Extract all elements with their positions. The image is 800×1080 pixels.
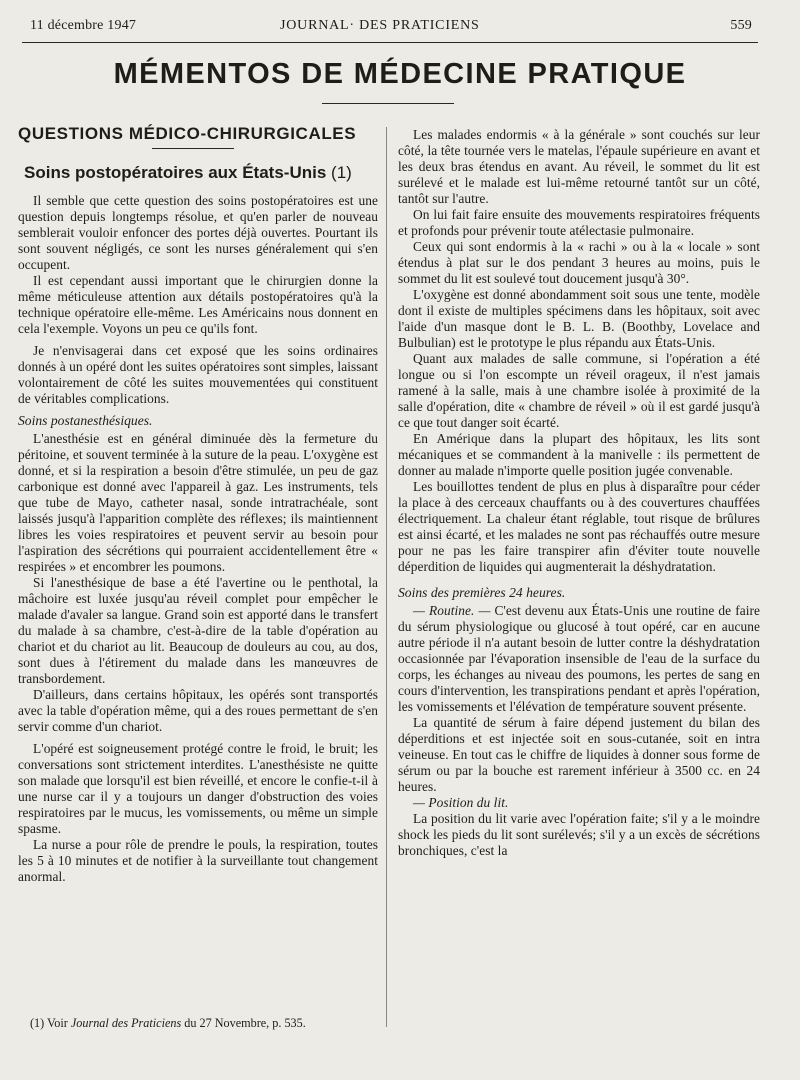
paragraph: La position du lit varie avec l'opération faite; s'il y a le moindre shock les pieds du lit sont surélevés; s'il y a un excès de sécrétions bronchiques, c'est la <box>398 811 760 858</box>
paragraph: Les bouillottes tendent de plus en plus à disparaître pour céder la place à des cerceaux chauffants ou à des couvertures chauffées électriquement. La chaleur étant réglable, tout risque de brûlures est ainsi écarté, et les malades ne sont pas réchauffés outre mesure pour ne pas les faire transpirer afin d'éviter toute nouvelle déperdition de liquides qui augmenterait la déshydratation. <box>398 479 760 574</box>
section-title: QUESTIONS MÉDICO-CHIRURGICALES <box>18 124 357 143</box>
paragraph: Il est cependant aussi important que le chirurgien donne la même méticuleuse attention aux détails postopératoires qu'à la technique opératoire elle-même. Les Américains nous donnent en cela l'exemple. Voyons un peu ce qu'ils font. <box>18 273 378 336</box>
column-divider <box>386 127 387 1027</box>
paragraph: L'oxygène est donné abondamment soit sous une tente, modèle dont il existe de multiples spécimens dans les hôpitaux, soit avec l'aide d'un masque dont le B. L. B. (Boothby, Lovelace and Bulbulian) est le prototype le plus répandu aux États-Unis. <box>398 287 760 350</box>
subheading: Soins postanesthésiques. <box>18 413 153 428</box>
journal-name: JOURNAL· DES PRATICIENS <box>280 18 480 33</box>
paragraph: Les malades endormis « à la générale » sont couchés sur leur côté, la tête tournée vers le matelas, l'épaule supérieure en avant et les deux bras étendus en avant. Au réveil, le sommet du lit est surélevé et le malade est lui-même retourné tantôt sur un côté, tantôt sur l'autre. <box>398 127 760 206</box>
paragraph: L'anesthésie est en général diminuée dès la fermeture du péritoine, et souvent terminée à la suture de la peau. L'oxygène est donné, et si la respiration a besoin d'être stimulée, un peu de gaz carbonique est donné avec l'appareil à gaz. Les instruments, tels que tube de Mayo, catheter nasal, sonde intratrachéale, sont laissés jusqu'à l'apparition complète des réflexes; ils maintiennent libres les voies respiratoires et peuvent servir au besoin pour l'aspiration des sécrétions qui pourraient accidentellement être « respirées » et encombrer les poumons. <box>18 431 378 574</box>
paragraph <box>398 603 760 715</box>
paragraph: On lui fait faire ensuite des mouvements respiratoires fréquents et profonds pour prévenir toute atélectasie pulmonaire. <box>398 207 760 238</box>
paragraph: L'opéré est soigneusement protégé contre le froid, le bruit; les conversations sont strictement interdites. L'anesthésiste ne quitte son malade que lorsqu'il est bien réveillé, et encore le confie-t-il à une nurse car il y a toujours un danger d'obstruction des voies respiratoires par le mucus, les vomissements, ou même un simple spasme. <box>18 741 378 836</box>
footnote <box>30 1016 380 1031</box>
paragraph: La nurse a pour rôle de prendre le pouls, la respiration, toutes les 5 à 10 minutes et de notifier à la surveillante tout changement anormal. <box>18 837 378 884</box>
position-label: — Position du lit. <box>413 795 509 810</box>
paragraph: Si l'anesthésique de base a été l'avertine ou le penthotal, la mâchoire est luxée jusqu'au réveil complet pour empêcher le malade d'avaler sa langue. Grand soin est apporté dans le transfert du malade à sa chambre, c'est-à-dire de la table d'opération au chariot et du chariot au lit. Beaucoup de douleurs au cou, au dos, sont dues à l'étirement du malade dans les manœuvres de transbordement. <box>18 575 378 686</box>
issue-date: 11 décembre 1947 <box>30 18 137 33</box>
left-column <box>18 124 378 885</box>
paragraph: D'ailleurs, dans certains hôpitaux, les opérés sont transportés avec la table d'opération même, qui a des roues permettant de s'en servir comme d'un chariot. <box>18 687 378 734</box>
article-title-text: Soins postopératoires aux États-Unis <box>24 163 327 182</box>
paragraph: En Amérique dans la plupart des hôpitaux, les lits sont mécaniques et se commandent à la manivelle : ils permettent de donner au malade n'importe quelle position jugée convenable. <box>398 431 760 478</box>
header-rule <box>22 42 758 43</box>
routine-text: C'est devenu aux États-Unis une routine de faire du sérum physiologique ou glucosé à tout opéré, car en aucune autre période il n'a autant besoin de lutter contre la déshydratation occasionnée par l'évaporation insensible de l'eau de la surface du corps, les échanges au niveau des poumons, les pertes de sang en cours d'intervention, les transpirations pendant et après l'opération, les vomissements et l'élévation de température souvent présente. <box>398 603 760 714</box>
paragraph: Je n'envisagerai dans cet exposé que les soins ordinaires donnés à un opéré dont les suites opératoires sont simples, laissant volontairement de côté les suites mouvementées qui constituent de véritables complications. <box>18 343 378 406</box>
title-rule <box>322 103 454 104</box>
running-head <box>30 18 752 40</box>
right-column <box>398 127 760 859</box>
footnote-rest: du 27 Novembre, p. 535. <box>184 1016 306 1030</box>
routine-label: — Routine. — <box>413 603 491 618</box>
footnote-journal: Journal des Praticiens <box>70 1016 182 1030</box>
paragraph: Quant aux malades de salle commune, si l'opération a été longue ou si l'on escompte un réveil orageux, il n'est jamais ramené à la salle, mais à une chambre isolée à proximité de la salle d'opération, dite « chambre de réveil » où il est gardé jusqu'à ce que tout danger soit écarté. <box>398 351 760 430</box>
paragraph <box>398 795 760 811</box>
paragraph: Il semble que cette question des soins postopératoires est une question depuis longtemps résolue, et qu'en parler de nouveau semblerait vouloir enfoncer des portes déjà ouvertes. Pourtant ils sont souvent négligés, ce sont les nurses généralement qui s'en occupent. <box>18 193 378 272</box>
paragraph: Ceux qui sont endormis à la « rachi » ou à la « locale » sont étendus à plat sur le dos pendant 3 heures au moins, puis le sommet du lit est soulevé tout doucement jusqu'à 30°. <box>398 239 760 286</box>
article-title <box>24 163 378 183</box>
page-title: MÉMENTOS DE MÉDECINE PRATIQUE <box>113 58 687 90</box>
paragraph: La quantité de sérum à faire dépend justement du bilan des déperditions et est injectée soit en sous-cutanée, soit en intra veineuse. En tout cas le chiffre de liquides à donner sous forme de sérum ou par la bouche est rarement inférieur à 3500 cc. en 24 heures. <box>398 715 760 794</box>
subheading: Soins des premières 24 heures. <box>398 585 566 600</box>
article-title-footnote-ref: (1) <box>331 163 352 182</box>
section-rule <box>152 148 234 149</box>
footnote-marker: (1) Voir <box>30 1016 68 1030</box>
page-number: 559 <box>730 18 752 33</box>
